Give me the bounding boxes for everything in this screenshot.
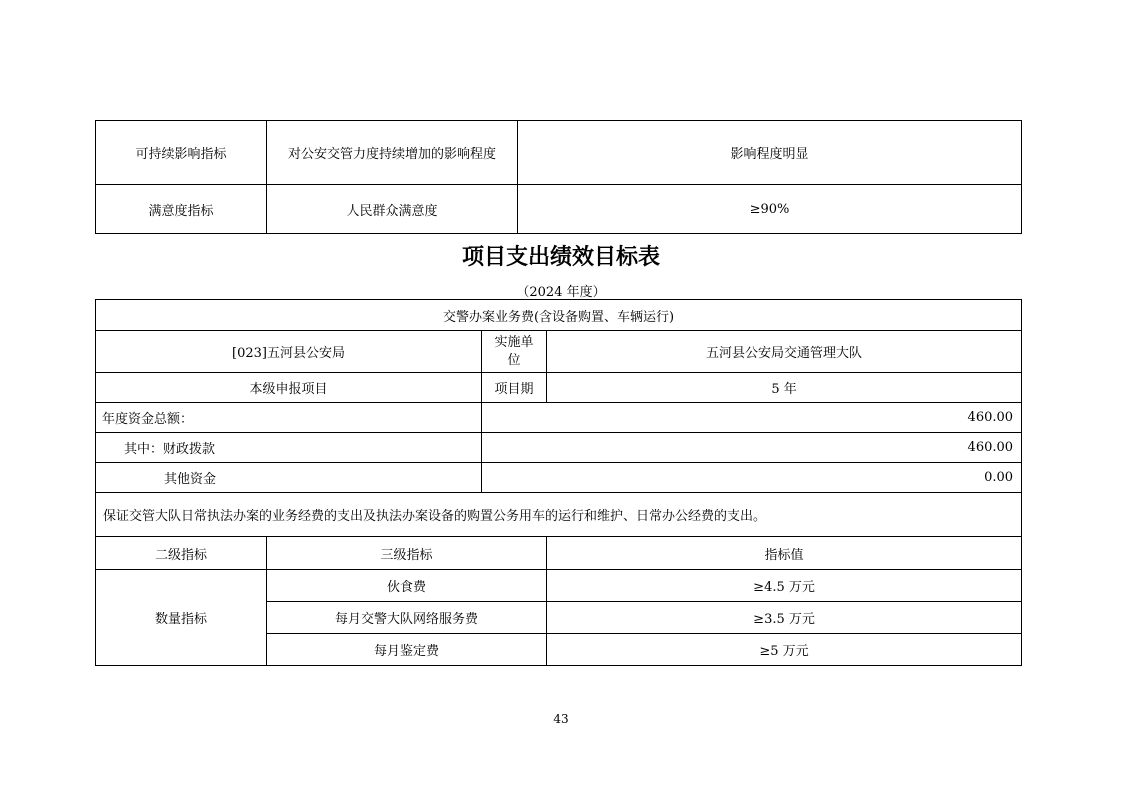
table-row [96,570,1022,602]
level3-cell: 人民群众满意度 [267,185,518,234]
project-type-cell: 本级申报项目 [96,373,482,403]
indicator-value-cell: ≥90% [518,185,1022,234]
header-level2: 二级指标 [96,537,267,570]
top-indicator-table [95,120,1022,234]
total-funds-label [96,403,482,433]
table-row [96,185,1022,234]
table-row [96,433,1022,463]
period-label: 项目期 [482,373,547,403]
impl-unit-value: 五河县公安局交通管理大队 [547,331,1022,373]
table-row [96,121,1022,185]
table-row [96,373,1022,403]
indicator-value-cell: 影响程度明显 [518,121,1022,185]
level3-cell: 每月交警大队网络服务费 [267,602,547,634]
period-value: 5 年 [547,373,1022,403]
level2-cell: 可持续影响指标 [96,121,267,185]
quantity-indicator-label: 数量指标 [96,570,267,666]
impl-unit-label [482,331,547,373]
fiscal-funds-value: 460.00 [482,433,1022,463]
fiscal-funds-label-text: 其中：财政拨款 [124,442,216,457]
level2-cell: 满意度指标 [96,185,267,234]
other-funds-label [96,463,482,493]
header-level3: 三级指标 [267,537,547,570]
table-row [96,331,1022,373]
other-funds-label-text: 其他资金 [164,472,217,487]
project-name-cell: 交警办案业务费(含设备购置、车辆运行) [96,300,1022,331]
page-title: 项目支出绩效目标表 [461,245,660,270]
level3-cell: 对公安交管力度持续增加的影响程度 [267,121,518,185]
total-funds-value: 460.00 [482,403,1022,433]
goal-text: 保证交管大队日常执法办案的业务经费的支出及执法办案设备的购置公务用车的运行和维护、日常办公经费的支出。 [103,509,767,524]
indicator-value-cell: ≥4.5 万元 [547,570,1022,602]
impl-unit-label-text: 实施单位 [494,334,534,368]
other-funds-value: 0.00 [482,463,1022,493]
level3-cell: 伙食费 [267,570,547,602]
goal-text-cell [96,493,1022,537]
page-number: 43 [553,712,569,726]
fiscal-year: （2024 年度） [516,285,606,300]
total-funds-label-text: 年度资金总额： [102,412,194,427]
table-row [96,493,1022,537]
performance-goal-table [95,299,1022,666]
table-row [96,403,1022,433]
table-row [96,537,1022,570]
indicator-value-cell: ≥3.5 万元 [547,602,1022,634]
department-cell: [023]五河县公安局 [96,331,482,373]
fiscal-funds-label [96,433,482,463]
table-row [96,463,1022,493]
level3-cell: 每月鉴定费 [267,634,547,666]
header-value: 指标值 [547,537,1022,570]
indicator-value-cell: ≥5 万元 [547,634,1022,666]
table-row [96,300,1022,331]
